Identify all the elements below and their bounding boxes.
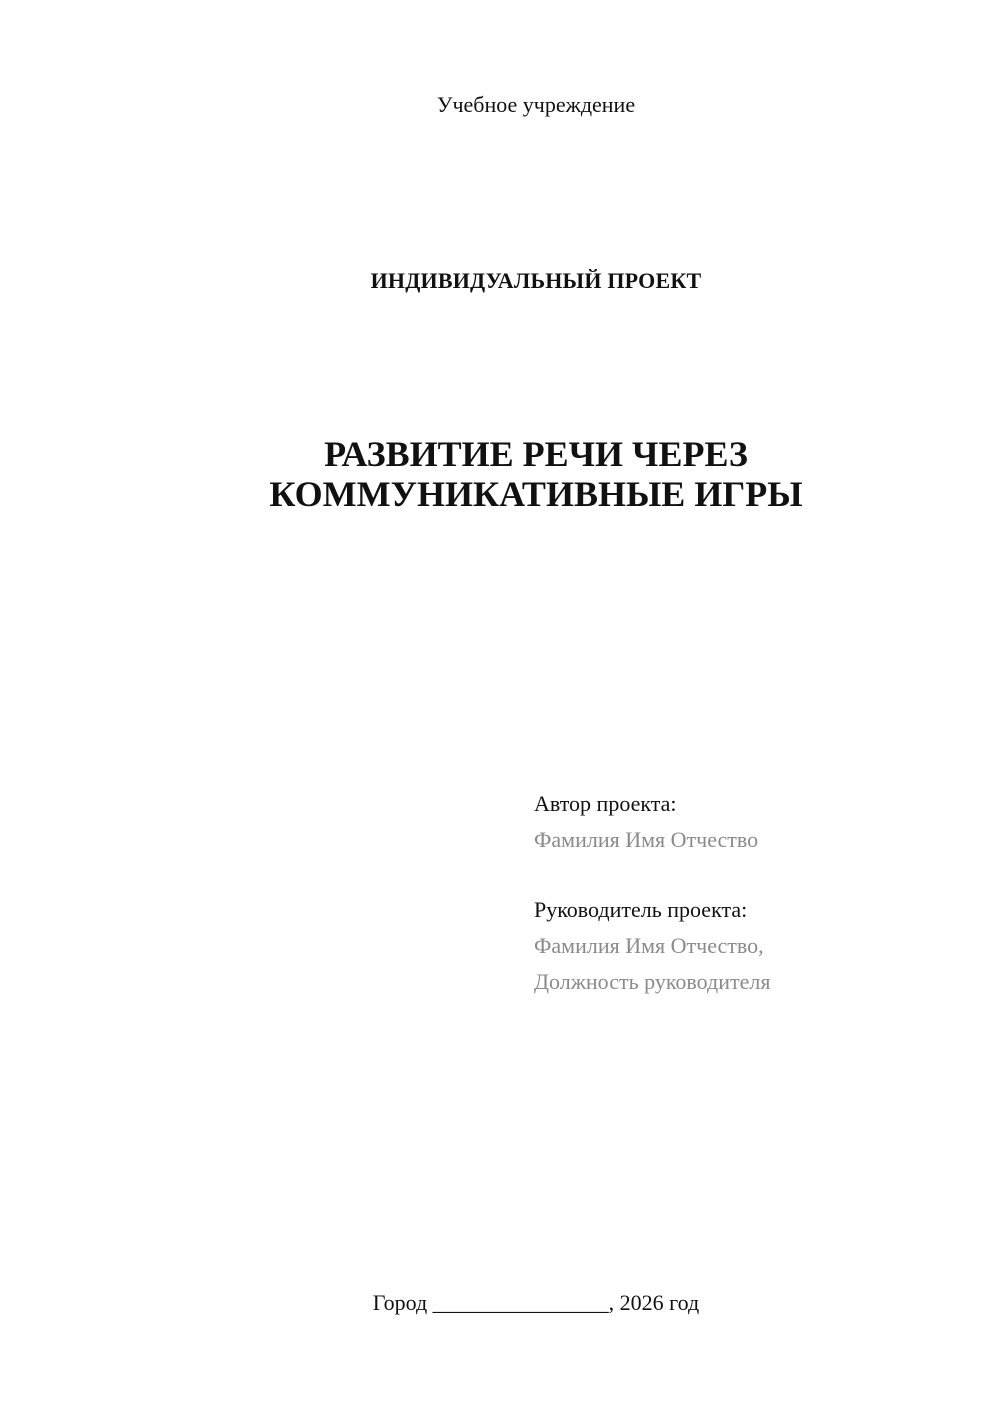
supervisor-block (534, 892, 974, 1000)
supervisor-name: Фамилия Имя Отчество, (534, 933, 764, 958)
supervisor-label: Руководитель проекта: (534, 897, 748, 922)
project-title-line-1: РАЗВИТИЕ РЕЧИ ЧЕРЕЗ (324, 434, 748, 474)
city-blank: ________________ (432, 1290, 609, 1315)
author-name: Фамилия Имя Отчество (534, 827, 759, 852)
author-block (534, 786, 974, 858)
author-label: Автор проекта: (534, 791, 677, 816)
year-text: , 2026 год (608, 1290, 700, 1315)
footer-city-year (0, 1288, 1000, 1318)
project-title-line-2: КОММУНИКАТИВНЫЕ ИГРЫ (269, 474, 803, 514)
supervisor-position: Должность руководителя (534, 969, 771, 994)
project-type-heading: ИНДИВИДУАЛЬНЫЙ ПРОЕКТ (370, 268, 702, 293)
city-label: Город (372, 1290, 428, 1315)
institution-name: Учебное учреждение (436, 92, 636, 117)
project-title (0, 434, 1000, 514)
